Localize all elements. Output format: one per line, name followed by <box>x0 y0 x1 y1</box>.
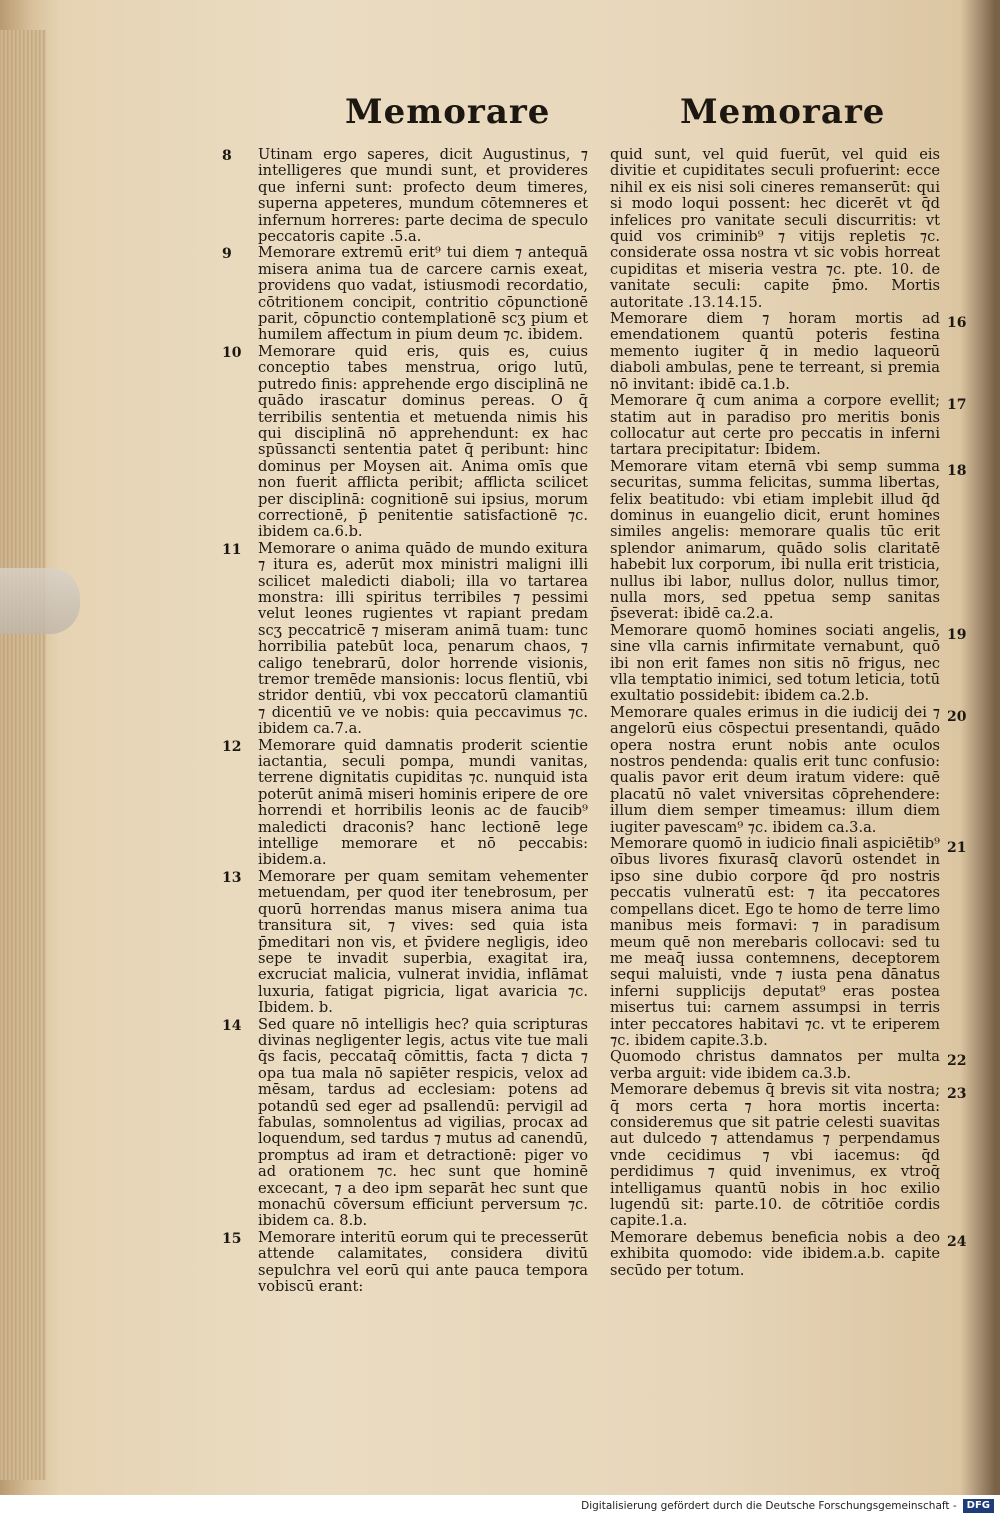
paragraph-text: Memorare extremū erit⁹ tui diem ⁊ antequā misera anima tua de carcere carnis exeat, providens quo vadat, istiusmodi recordatio, cōtritionem concipit, contritio cōpunctionē parit, cōpunctio contemplationē scʒ pium et humilem affectum in pium deum ⁊c. ibidem. <box>258 244 588 344</box>
left-column <box>222 146 588 1296</box>
paragraph <box>222 1228 588 1296</box>
paragraph-text: Memorare o anima quādo de mundo exitura ⁊ itura es, aderūt mox ministri maligni illi scilicet maledicti diaboli; illa vo tartarea monstra: illi spiritus terribiles ⁊ pessimi velut leones rugientes vt rapiant predam scʒ peccatricē ⁊ miseram animā tuam: tunc horribilia patebūt loca, penarum chaos, ⁊ caligo tenebrarū, dolor horrende visionis, tremor tremēde mansionis: locus flentiū, vbi stridor dentiū, vbi vox peccatorū clamantiū ⁊ dicentiū ve ve nobis: quia peccavimus ⁊c. ibidem ca.7.a. <box>258 539 588 738</box>
bookmark-tab <box>0 568 80 634</box>
footer-bar <box>0 1495 1000 1518</box>
paragraph-text: Memorare quales erimus in die iudicij dei ⁊ angelorū eius cōspectui presentandi, quādo opera nostra erunt nobis ante oculos nostros pendenda: qualis erit tunc confusio: qualis pavor erit deum iratum videre: quē placatū nō valet vniversitas cōprehendere: illum diem semper timeamus: illum diem iugiter pavescam⁹ ⁊c. ibidem ca.3.a. <box>610 703 940 836</box>
paragraph-number: 20 <box>947 708 967 725</box>
paragraph <box>222 146 588 246</box>
paragraph-number: 9 <box>222 246 232 263</box>
paragraph-text: Memorare q̄ cum anima a corpore evellit; statim aut in paradiso pro meritis bonis collocatur aut certe pro peccatis in inferni tartara precipitatur: Ibidem. <box>610 392 940 459</box>
paragraph-number: 12 <box>222 738 242 755</box>
paragraph-number: 10 <box>222 344 242 361</box>
paragraph-number: 21 <box>947 840 967 857</box>
paragraph <box>222 539 588 738</box>
paragraph <box>610 1081 967 1230</box>
paragraph-text: Memorare debemus beneficia nobis a deo exhibita quomodo: vide ibidem.a.b. capite secūdo per totum. <box>610 1228 940 1279</box>
page-edge <box>0 30 46 1480</box>
paragraph-text: Quomodo christus damnatos per multa verba arguit: vide ibidem ca.3.b. <box>610 1048 940 1082</box>
paragraph <box>610 703 967 836</box>
dfg-logo: DFG <box>963 1499 994 1513</box>
paragraph-number: 14 <box>222 1017 242 1034</box>
paragraph <box>610 457 967 623</box>
paragraph-text: Sed quare nō intelligis hec? quia scripturas divinas negligenter legis, actus vite tue mali q̄s facis, peccataq̄ cōmittis, facta ⁊ dicta ⁊ opa tua mala nō sapiēter respicis, velox ad mēsam, tardus ad ecclesiam: potens ad potandū sed eger ad psallendū: pervigil ad fabulas, somnolentus ad vigilias, procax ad loquendum, sed tardus ⁊ mutus ad canendū, promptus ad iram et detractionē: piger vo ad orationem ⁊c. hec sunt que hominē excecant, ⁊ a deo ipm separāt hec sunt que monachū cōversum efficiunt perversum ⁊c. ibidem ca. 8.b. <box>258 1015 588 1230</box>
paragraph-number: 17 <box>947 397 967 414</box>
running-head-left: Memorare <box>345 92 551 132</box>
paragraph-number: 18 <box>947 462 967 479</box>
right-column <box>610 146 967 1279</box>
paragraph <box>610 621 967 705</box>
paragraph <box>222 1015 588 1230</box>
paragraph-text: Memorare vitam eternā vbi semp summa securitas, summa felicitas, summa libertas, felix beatitudo: vbi etiam implebit illud q̄d dominus in euangelio dicit, erunt homines similes angelis: memorare qualis tūc erit splendor animarum, quādo solis claritatē habebit lux corporum, ibi nulla erit tristicia, nullus ibi labor, nullus dolor, nullus timor, nulla mors, sed ppetua semp sanitas p̄severat: ibidē ca.2.a. <box>610 457 940 623</box>
paragraph-text: Utinam ergo saperes, dicit Augustinus, ⁊ intelligeres que mundi sunt, et provideres que inferni sunt: profecto deum timeres, superna appeteres, mundum cōtemneres et infernum horreres: parte decima de speculo peccatoris capite .5.a. <box>258 146 588 246</box>
paragraph-text: Memorare quomō in iudicio finali aspiciētib⁹ oībus livores fixurasq̄ clavorū ostendet in ipso sine dubio corpore q̄d pro nostris peccatis vulneratū est: ⁊ ita peccatores compellans dicet. Ego te homo de terre limo manibus meis formavi: ⁊ in paradisum meum quē non merebaris collocavi: sed tu me meaq̄ iussa contemnens, deceptorem sequi maluisti, vnde ⁊ iusta pena dānatus inferni supplicijs deputat⁹ eras postea misertus tui: carnem assumpsi in terris inter peccatores habitavi ⁊c. vt te eriperem ⁊c. ibidem capite.3.b. <box>610 835 940 1049</box>
paragraph <box>610 1048 967 1082</box>
paragraph-text: Memorare quomō homines sociati angelis, sine vlla carnis infirmitate vernabunt, quō ibi non erit fames non sitis nō frigus, nec vlla temptatio inimici, sed totum leticia, totū exultatio possidebit: ibidem ca.2.b. <box>610 621 940 705</box>
paragraph-number: 24 <box>947 1233 967 1250</box>
paragraph-text: Memorare quid eris, quis es, cuius conceptio tabes menstrua, origo lutū, putredo finis: apprehende ergo disciplinā ne quādo irascatur dominus pereas. O q̄ terribilis sententia et metuenda nimis his qui disciplinā nō apprehendunt: ex hac spūssancti sententia patet q̄ peribunt: hinc dominus per Moysen ait. Anima omīs que non fuerit afflicta peribit; afflicta scilicet per disciplinā: cognitionē sui ipsius, morum correctionē, p̄ penitentie satisfactionē ⁊c. ibidem ca.6.b. <box>258 342 588 541</box>
paragraph <box>610 1228 967 1279</box>
paragraph-text: Memorare per quam semitam vehementer metuendam, per quod iter tenebrosum, per quorū horrendas manus misera anima tua transitura sit, ⁊ vives: sed quia ista p̄meditari non vis, et p̄videre negligis, ideo sepe te invadit superbia, exagitat ira, excruciat malicia, vulnerat invidia, inflāmat luxuria, fatigat pigricia, ligat avaricia ⁊c. Ibidem. b. <box>258 867 588 1017</box>
paragraph-number: 16 <box>947 315 967 332</box>
paragraph-number: 15 <box>222 1230 242 1247</box>
paragraph <box>222 736 588 869</box>
running-head-right: Memorare <box>680 92 886 132</box>
paragraph <box>610 310 967 393</box>
paragraph-text: Memorare debemus q̄ brevis sit vita nostra; q̄ mors certa ⁊ hora mortis incerta: consideremus que sit patrie celesti suavitas aut dulcedo ⁊ attendamus ⁊ perpendamus vnde cecidimus ⁊ vbi iacemus: q̄d perdidimus ⁊ quid invenimus, ex vtroq̄ intelligamus quantū nobis in hoc exilio lugendū sit: parte.10. de cōtritiōe cordis capite.1.a. <box>610 1081 940 1230</box>
paragraph-text: Memorare interitū eorum qui te precesserūt attende calamitates, considera divitū sepulchra vel eorū qui ante pauca tempora vobiscū erant: <box>258 1228 588 1296</box>
paragraph <box>610 392 967 459</box>
paragraph-number: 22 <box>947 1053 967 1070</box>
paragraph-number: 13 <box>222 869 242 886</box>
paragraph-number: 23 <box>947 1086 967 1103</box>
paragraph-text: Memorare diem ⁊ horam mortis ad emendationem quantū poteris festina memento iugiter q̄ in medio laqueorū diaboli ambulas, pene te terreant, si premia nō invitant: ibidē ca.1.b. <box>610 310 940 393</box>
footer-text: Digitalisierung gefördert durch die Deutsche Forschungsgemeinschaft - <box>581 1500 957 1512</box>
paragraph <box>222 244 588 344</box>
paragraph <box>222 342 588 541</box>
paragraph-number: 8 <box>222 148 232 164</box>
paragraph-text: Memorare quid damnatis proderit scientie iactantia, seculi pompa, mundi vanitas, terrene dignitatis cupiditas ⁊c. nunquid ista poterūt animā miseri hominis eripere de ore horrendi et horribilis leonis ac de faucib⁹ maledicti draconis? hanc lectionē lege intellige memorare et nō peccabis: ibidem.a. <box>258 736 588 869</box>
paragraph-number: 11 <box>222 541 242 558</box>
paragraph <box>610 147 940 311</box>
paragraph <box>222 867 588 1017</box>
paragraph-number: 19 <box>947 626 967 643</box>
paragraph-text: quid sunt, vel quid fuerūt, vel quid eis divitie et cupiditates seculi profuerint: ecce nihil ex eis nisi soli cineres remanserūt: qui si modo loqui possent: hec dicerēt vt q̄d infelices pro vanitate seculi discurritis: vt quid vos criminib⁹ ⁊ vitijs repletis ⁊c. considerate ossa nostra vt sic vobis horreat cupiditas et miseria vestra ⁊c. pte. 10. de vanitate seculi: capite p̄mo. Mortis autoritate .13.14.15. <box>610 146 940 311</box>
paragraph <box>610 835 967 1049</box>
